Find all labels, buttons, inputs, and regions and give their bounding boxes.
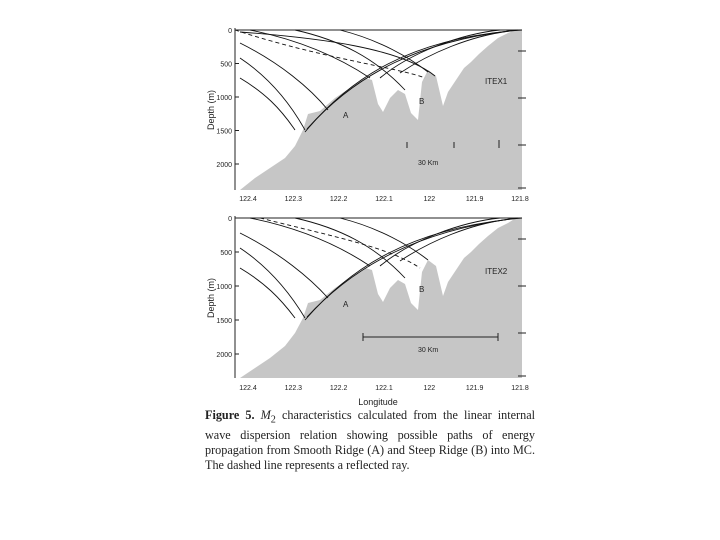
caption-subscript: 2 <box>270 414 276 426</box>
ray-curve <box>240 78 295 130</box>
x-tick-label: 122.4 <box>239 196 257 203</box>
x-axis-label: Longitude <box>358 397 398 407</box>
y-tick-label: 0 <box>228 28 232 35</box>
x-tick-labels <box>239 196 529 203</box>
y-axis-label: Depth (m) <box>206 277 216 319</box>
x-tick-label: 121.9 <box>465 385 484 392</box>
y-tick-label: 1500 <box>216 318 232 325</box>
ray-curve <box>340 218 428 260</box>
ray-curve <box>240 268 295 318</box>
y-tick-label: 500 <box>220 61 232 69</box>
caption-text: characteristics calculated from the linear internal wave dispersion relation showing possible paths of energy propagation from Smooth Ridge (A) and Steep Ridge (B) into MC. The dashed line represents a reflected ray. <box>205 408 535 473</box>
terrain-area <box>240 218 522 378</box>
ray-curve <box>250 218 370 266</box>
bathymetry-plot-itex2 <box>200 208 535 408</box>
figure-number: Figure 5. <box>205 408 255 422</box>
figure-panel-itex2 <box>200 208 535 408</box>
scale-label: 30 Km <box>418 347 439 354</box>
x-tick-labels <box>239 385 529 392</box>
ray-curve <box>250 30 370 78</box>
x-tick-label: 122.3 <box>284 385 303 392</box>
ridge-a-label: A <box>343 111 349 120</box>
y-tick-label: 2000 <box>216 162 232 169</box>
figure-caption <box>205 408 535 473</box>
figure-panel-itex1 <box>200 18 535 213</box>
y-tick-label: 2000 <box>216 352 232 359</box>
ray-curve <box>240 43 328 110</box>
x-tick-label: 121.8 <box>511 196 529 203</box>
y-tick-label: 1500 <box>216 128 232 136</box>
ray-curve <box>240 248 305 318</box>
itex-label: ITEX1 <box>485 77 508 86</box>
ridge-b-label: B <box>419 285 425 294</box>
x-tick-label: 122.1 <box>375 196 393 203</box>
y-tick-labels <box>216 28 239 169</box>
scale-label: 30 Km <box>418 160 439 167</box>
x-tick-label: 122.4 <box>239 385 257 392</box>
bathymetry-plot-itex1 <box>200 18 535 213</box>
x-tick-label: 122 <box>423 196 436 203</box>
terrain-area <box>240 30 522 190</box>
reflected-ray <box>235 30 425 78</box>
itex-label: ITEX2 <box>485 267 508 276</box>
y-tick-labels <box>216 216 239 359</box>
x-tick-label: 122 <box>423 385 436 392</box>
reflected-ray <box>260 218 420 268</box>
y-tick-label: 1000 <box>216 284 232 291</box>
ray-curve <box>295 218 405 278</box>
x-tick-label: 122.3 <box>284 196 303 203</box>
x-tick-label: 121.9 <box>465 196 484 203</box>
x-tick-label: 122.2 <box>329 196 348 203</box>
caption-symbol: M <box>260 408 271 422</box>
x-tick-label: 122.1 <box>375 385 393 392</box>
y-axis-label: Depth (m) <box>206 89 216 131</box>
ridge-a-label: A <box>343 300 349 309</box>
y-tick-label: 1000 <box>216 95 232 102</box>
x-tick-label: 121.8 <box>511 385 529 392</box>
x-tick-label: 122.2 <box>329 385 348 392</box>
ridge-b-label: B <box>419 97 425 106</box>
ray-curve <box>240 58 305 130</box>
y-tick-label: 0 <box>228 216 232 223</box>
y-tick-label: 500 <box>220 250 232 257</box>
